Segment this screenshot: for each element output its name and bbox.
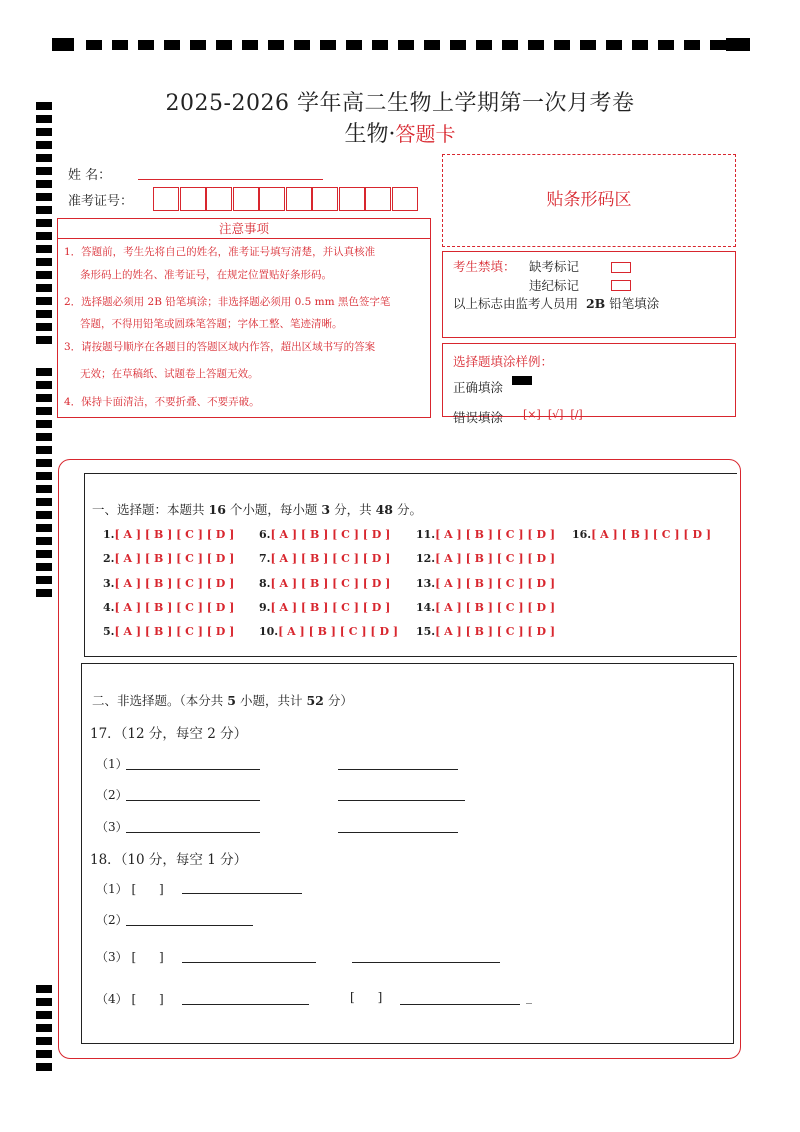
notice-item: 4．保持卡面清洁，不要折叠、不要弄破。 bbox=[64, 396, 260, 408]
mcq-question-13[interactable] bbox=[416, 577, 555, 590]
notice-item: 答题，不得用铅笔或圆珠笔答题；字体工整、笔迹清晰。 bbox=[80, 318, 343, 330]
mcq-choices[interactable]: [ A ] [ B ] [ C ] [ D ] bbox=[278, 625, 399, 638]
exam-subtitle bbox=[0, 117, 800, 148]
mcq-number: 12. bbox=[416, 552, 436, 565]
timing-mark bbox=[36, 1011, 52, 1019]
timing-mark bbox=[36, 420, 52, 428]
absent-label: 缺考标记 bbox=[529, 259, 580, 274]
mcq-number: 8. bbox=[259, 577, 271, 590]
timing-mark bbox=[36, 219, 52, 227]
q18-heading: 18．（10 分，每空 1 分） bbox=[90, 852, 248, 868]
timing-mark bbox=[268, 40, 284, 50]
timing-mark bbox=[36, 1024, 52, 1032]
timing-mark bbox=[164, 40, 180, 50]
mcq-choices[interactable]: [ A ] [ B ] [ C ] [ D ] bbox=[114, 528, 235, 541]
mcq-question-12[interactable] bbox=[416, 552, 555, 565]
violation-mark-box[interactable] bbox=[611, 280, 631, 291]
barcode-area bbox=[442, 154, 736, 247]
mcq-choices[interactable]: [ A ] [ B ] [ C ] [ D ] bbox=[591, 528, 712, 541]
timing-mark bbox=[36, 433, 52, 441]
mcq-choices[interactable]: [ A ] [ B ] [ C ] [ D ] bbox=[270, 601, 391, 614]
q18-3-blank-b[interactable] bbox=[352, 962, 500, 963]
violation-label: 违纪标记 bbox=[529, 278, 580, 293]
exam-number-digit-box[interactable] bbox=[392, 187, 418, 211]
mcq-number: 1. bbox=[103, 528, 115, 541]
timing-mark bbox=[36, 589, 52, 597]
mcq-number: 9. bbox=[259, 601, 271, 614]
exam-number-label: 准考证号： bbox=[68, 194, 134, 209]
mcq-question-14[interactable] bbox=[416, 601, 555, 614]
mcq-choices[interactable]: [ A ] [ B ] [ C ] [ D ] bbox=[270, 577, 391, 590]
mcq-choices[interactable]: [ A ] [ B ] [ C ] [ D ] bbox=[435, 625, 556, 638]
timing-mark bbox=[36, 323, 52, 331]
section1-heading: 一、选择题：本题共 16 个小题，每小题 3 分，共 48 分。 bbox=[92, 502, 422, 517]
name-input[interactable] bbox=[138, 179, 323, 180]
timing-mark bbox=[36, 550, 52, 558]
mcq-number: 11. bbox=[416, 528, 436, 541]
mcq-number: 16. bbox=[572, 528, 592, 541]
mcq-choices[interactable]: [ A ] [ B ] [ C ] [ D ] bbox=[435, 601, 556, 614]
timing-mark bbox=[36, 154, 52, 162]
q17-2-blank-b[interactable] bbox=[338, 800, 465, 801]
timing-mark bbox=[112, 40, 128, 50]
timing-mark bbox=[36, 1063, 52, 1071]
mcq-question-1[interactable] bbox=[103, 528, 234, 541]
exam-number-digit-box[interactable] bbox=[153, 187, 179, 211]
timing-mark bbox=[632, 40, 648, 50]
timing-mark bbox=[36, 511, 52, 519]
mcq-question-7[interactable] bbox=[259, 552, 390, 565]
timing-mark bbox=[658, 40, 674, 50]
timing-mark bbox=[36, 206, 52, 214]
mcq-question-9[interactable] bbox=[259, 601, 390, 614]
q18-2-blank[interactable] bbox=[126, 925, 253, 926]
timing-mark bbox=[36, 446, 52, 454]
timing-mark bbox=[346, 40, 362, 50]
q17-sub3-label: （3） bbox=[96, 820, 128, 834]
timing-mark bbox=[36, 576, 52, 584]
mcq-choices[interactable]: [ A ] [ B ] [ C ] [ D ] bbox=[435, 528, 556, 541]
q18-sub4-label: （4） [ ] bbox=[96, 992, 164, 1006]
absent-mark-box[interactable] bbox=[611, 262, 631, 273]
timing-mark bbox=[36, 271, 52, 279]
timing-mark bbox=[36, 297, 52, 305]
timing-mark bbox=[36, 485, 52, 493]
timing-mark bbox=[476, 40, 492, 50]
timing-mark bbox=[36, 459, 52, 467]
correct-fill-sample bbox=[512, 376, 532, 385]
timing-mark bbox=[36, 258, 52, 266]
timing-mark bbox=[36, 394, 52, 402]
timing-mark bbox=[606, 40, 622, 50]
mcq-choices[interactable]: [ A ] [ B ] [ C ] [ D ] bbox=[114, 577, 235, 590]
answer-card-label: 答题卡 bbox=[395, 122, 456, 146]
mcq-choices[interactable]: [ A ] [ B ] [ C ] [ D ] bbox=[270, 528, 391, 541]
mcq-question-11[interactable] bbox=[416, 528, 555, 541]
notice-title: 注意事项 bbox=[218, 221, 269, 236]
mcq-question-3[interactable] bbox=[103, 577, 234, 590]
q17-sub2-label: （2） bbox=[96, 788, 128, 802]
wrong-marks: [×] [√] [/] bbox=[523, 408, 583, 421]
timing-mark bbox=[36, 336, 52, 344]
notice-item: 1．答题前，考生先将自己的姓名，准考证号填写清楚，并认真核准 bbox=[64, 246, 376, 258]
mcq-choices[interactable]: [ A ] [ B ] [ C ] [ D ] bbox=[435, 552, 556, 565]
mcq-number: 6. bbox=[259, 528, 271, 541]
timing-mark bbox=[36, 381, 52, 389]
timing-mark bbox=[36, 180, 52, 188]
q18-3-blank-a[interactable] bbox=[182, 962, 316, 963]
exam-number-digit-box[interactable] bbox=[312, 187, 338, 211]
exam-title: 2025-2026 学年高二生物上学期第一次月考卷 bbox=[165, 91, 635, 116]
q17-1-blank-b[interactable] bbox=[338, 769, 458, 770]
q17-1-blank-a[interactable] bbox=[126, 769, 260, 770]
mcq-question-8[interactable] bbox=[259, 577, 390, 590]
q18-4-bracket-b: [ ] bbox=[350, 990, 383, 1004]
mcq-choices[interactable]: [ A ] [ B ] [ C ] [ D ] bbox=[114, 601, 235, 614]
timing-mark bbox=[36, 498, 52, 506]
timing-mark bbox=[710, 40, 726, 50]
timing-mark bbox=[216, 40, 232, 50]
timing-mark bbox=[52, 38, 74, 51]
timing-mark bbox=[294, 40, 310, 50]
timing-mark bbox=[190, 40, 206, 50]
notice-item: 条形码上的姓名、准考证号，在规定位置贴好条形码。 bbox=[80, 269, 332, 281]
q17-sub1-label: （1） bbox=[96, 757, 128, 771]
mcq-question-15[interactable] bbox=[416, 625, 555, 638]
mcq-number: 2. bbox=[103, 552, 115, 565]
mcq-number: 14. bbox=[416, 601, 436, 614]
timing-mark bbox=[320, 40, 336, 50]
sample-box bbox=[442, 343, 736, 425]
notice-item: 3．请按题号顺序在各题目的答题区域内作答，超出区域书写的答案 bbox=[64, 341, 376, 353]
timing-mark bbox=[36, 998, 52, 1006]
timing-mark bbox=[684, 40, 700, 50]
correct-label: 正确填涂 bbox=[453, 380, 504, 395]
wrong-label: 错误填涂 bbox=[453, 410, 504, 425]
mcq-number: 15. bbox=[416, 625, 436, 638]
q17-2-blank-a[interactable] bbox=[126, 800, 260, 801]
forbidden-box bbox=[442, 251, 736, 338]
timing-mark bbox=[580, 40, 596, 50]
mcq-question-6[interactable] bbox=[259, 528, 390, 541]
timing-mark bbox=[554, 40, 570, 50]
q18-sub2-label: （2） bbox=[96, 913, 128, 927]
q17-3-blank-a[interactable] bbox=[126, 832, 260, 833]
q18-4-tail: _ bbox=[526, 990, 532, 1004]
q18-sub1-label: （1） [ ] bbox=[96, 882, 164, 896]
mcq-question-10[interactable] bbox=[259, 625, 398, 638]
timing-mark bbox=[36, 310, 52, 318]
timing-mark bbox=[36, 1050, 52, 1058]
forbidden-label: 考生禁填： bbox=[453, 259, 516, 274]
q18-sub3-label: （3） [ ] bbox=[96, 950, 164, 964]
section2-heading: 二、非选择题。（本分共 5 小题，共计 52 分） bbox=[92, 693, 353, 708]
q18-4-blank-b[interactable] bbox=[400, 1004, 520, 1005]
timing-mark bbox=[36, 368, 52, 376]
timing-mark bbox=[36, 563, 52, 571]
q18-1-blank[interactable] bbox=[182, 893, 302, 894]
barcode-label: 贴条形码区 bbox=[546, 190, 632, 210]
forbidden-note: 以上标志由监考人员用 2B 铅笔填涂 bbox=[453, 296, 660, 311]
timing-mark bbox=[36, 167, 52, 175]
q17-3-blank-b[interactable] bbox=[338, 832, 458, 833]
mcq-choices[interactable]: [ A ] [ B ] [ C ] [ D ] bbox=[114, 625, 235, 638]
timing-mark bbox=[528, 40, 544, 50]
mcq-question-2[interactable] bbox=[103, 552, 234, 565]
timing-mark bbox=[36, 232, 52, 240]
exam-number-digit-box[interactable] bbox=[233, 187, 259, 211]
timing-mark bbox=[36, 407, 52, 415]
name-label: 姓 名： bbox=[68, 168, 112, 183]
exam-number-digit-box[interactable] bbox=[339, 187, 365, 211]
mcq-number: 7. bbox=[259, 552, 271, 565]
mcq-question-4[interactable] bbox=[103, 601, 234, 614]
timing-mark bbox=[372, 40, 388, 50]
exam-number-digit-box[interactable] bbox=[259, 187, 285, 211]
notice-item: 2．选择题必须用 2B 铅笔填涂；非选择题必须用 0.5 mm 黑色签字笔 bbox=[64, 296, 391, 308]
timing-mark bbox=[36, 284, 52, 292]
mcq-number: 3. bbox=[103, 577, 115, 590]
timing-mark bbox=[86, 40, 102, 50]
timing-mark bbox=[36, 193, 52, 201]
timing-mark bbox=[36, 985, 52, 993]
timing-mark bbox=[242, 40, 258, 50]
timing-mark bbox=[450, 40, 466, 50]
subject-label: 生物· bbox=[344, 122, 396, 147]
mcq-question-16[interactable] bbox=[572, 528, 711, 541]
q17-heading: 17．（12 分，每空 2 分） bbox=[90, 726, 248, 742]
timing-mark bbox=[36, 537, 52, 545]
notice-item: 无效；在草稿纸、试题卷上答题无效。 bbox=[80, 368, 259, 380]
mcq-number: 5. bbox=[103, 625, 115, 638]
sample-title: 选择题填涂样例： bbox=[453, 354, 554, 369]
mcq-number: 4. bbox=[103, 601, 115, 614]
timing-mark bbox=[726, 38, 750, 51]
exam-number-digit-box[interactable] bbox=[365, 187, 391, 211]
timing-mark bbox=[424, 40, 440, 50]
timing-mark bbox=[398, 40, 414, 50]
mcq-choices[interactable]: [ A ] [ B ] [ C ] [ D ] bbox=[435, 577, 556, 590]
q18-4-blank-a[interactable] bbox=[182, 1004, 309, 1005]
exam-number-digit-box[interactable] bbox=[206, 187, 232, 211]
timing-mark bbox=[502, 40, 518, 50]
exam-number-digit-box[interactable] bbox=[180, 187, 206, 211]
timing-mark bbox=[36, 472, 52, 480]
mcq-question-5[interactable] bbox=[103, 625, 234, 638]
exam-number-digit-box[interactable] bbox=[286, 187, 312, 211]
timing-mark bbox=[36, 1037, 52, 1045]
timing-mark bbox=[138, 40, 154, 50]
mcq-number: 13. bbox=[416, 577, 436, 590]
mcq-number: 10. bbox=[259, 625, 279, 638]
timing-mark bbox=[36, 245, 52, 253]
notice-title-box bbox=[57, 218, 431, 239]
mcq-choices[interactable]: [ A ] [ B ] [ C ] [ D ] bbox=[114, 552, 235, 565]
mcq-choices[interactable]: [ A ] [ B ] [ C ] [ D ] bbox=[270, 552, 391, 565]
timing-mark bbox=[36, 524, 52, 532]
